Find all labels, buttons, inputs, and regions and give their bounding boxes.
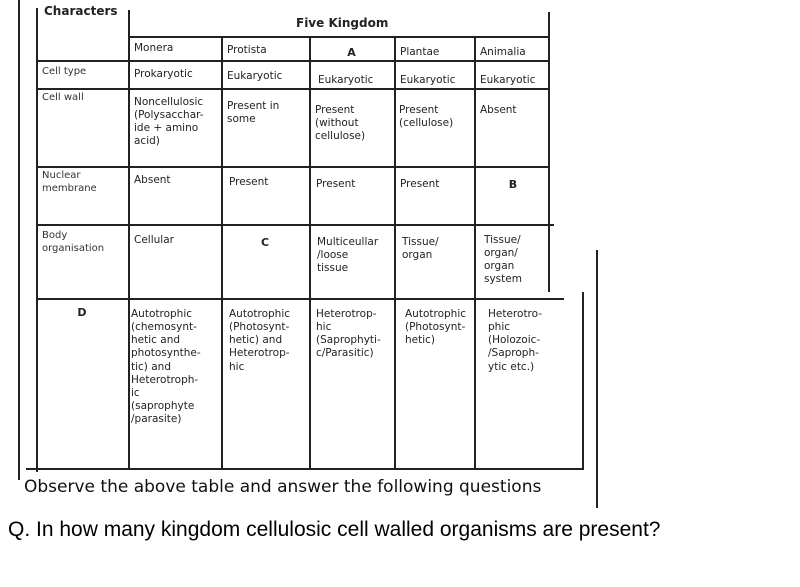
row-label-d: D [77, 306, 87, 319]
grid-line [128, 10, 130, 470]
table-cell: Absent [480, 104, 517, 116]
table-cell: Present (without cellulose) [315, 104, 366, 143]
row-label-cell-wall: Cell wall [42, 92, 84, 103]
five-kingdom-header: Five Kingdom [296, 16, 389, 30]
table-cell: Autotrophic (chemosynt- hetic and photosynthe- tic) and Heterotroph- ic (saprophyte /parasite) [131, 308, 201, 425]
grid-line [36, 298, 564, 300]
row-label-cell-type: Cell type [42, 66, 87, 77]
table-cell: Eukaryotic [318, 74, 374, 86]
table-cell: Autotrophic (Photosynt- hetic) and Heterotrop- hic [229, 308, 291, 373]
row-label-body-organisation: Body organisation [42, 230, 105, 254]
table-cell: Absent [134, 174, 171, 186]
grid-line [474, 36, 476, 470]
row-label-nuclear-membrane: Nuclear membrane [42, 170, 97, 194]
table-cell: Heterotro- phic (Holozoic- /Saproph- ytic etc.) [488, 308, 543, 373]
grid-line [36, 166, 550, 168]
grid-line [596, 250, 598, 508]
table-cell: Present [316, 178, 356, 190]
table-cell: Present [400, 178, 440, 190]
column-header-protista: Protista [227, 44, 267, 56]
grid-line [36, 224, 554, 226]
characters-header: Characters [44, 4, 118, 18]
table-cell: Eukaryotic [227, 70, 283, 82]
column-header-animalia: Animalia [480, 46, 526, 58]
grid-line [582, 292, 584, 468]
question-text: Q. In how many kingdom cellulosic cell walled organisms are present? [8, 518, 661, 541]
table-cell: C [260, 236, 270, 249]
column-header-a: A [347, 46, 356, 59]
table-cell: Cellular [134, 234, 174, 246]
grid-line [36, 88, 548, 90]
grid-line [36, 60, 38, 472]
column-header-monera: Monera [134, 42, 174, 54]
table-cell: Noncellulosic (Polysacchar- ide + amino acid) [134, 96, 204, 148]
grid-line [18, 0, 20, 480]
table-cell: Present (cellulose) [399, 104, 454, 130]
table-cell: B [508, 178, 518, 191]
table-cell: Tissue/ organ/ organ system [484, 234, 522, 286]
grid-line [36, 60, 548, 62]
table-cell: Present in some [227, 100, 280, 126]
table-cell: Autotrophic (Photosynt- hetic) [405, 308, 467, 347]
column-header-plantae: Plantae [400, 46, 440, 58]
table-cell: Present [229, 176, 269, 188]
grid-line [128, 36, 548, 38]
grid-line [36, 8, 38, 68]
table-cell: Multiceullar /loose tissue [317, 236, 379, 275]
table-cell: Eukaryotic [480, 74, 536, 86]
observe-instruction: Observe the above table and answer the following questions [24, 477, 542, 497]
grid-line [309, 36, 311, 470]
table-cell: Eukaryotic [400, 74, 456, 86]
table-cell: Heterotrop- hic (Saprophyti- c/Parasitic) [316, 308, 381, 360]
table-cell: Tissue/ organ [402, 236, 439, 262]
grid-line [26, 468, 584, 470]
table-cell: Prokaryotic [134, 68, 193, 80]
